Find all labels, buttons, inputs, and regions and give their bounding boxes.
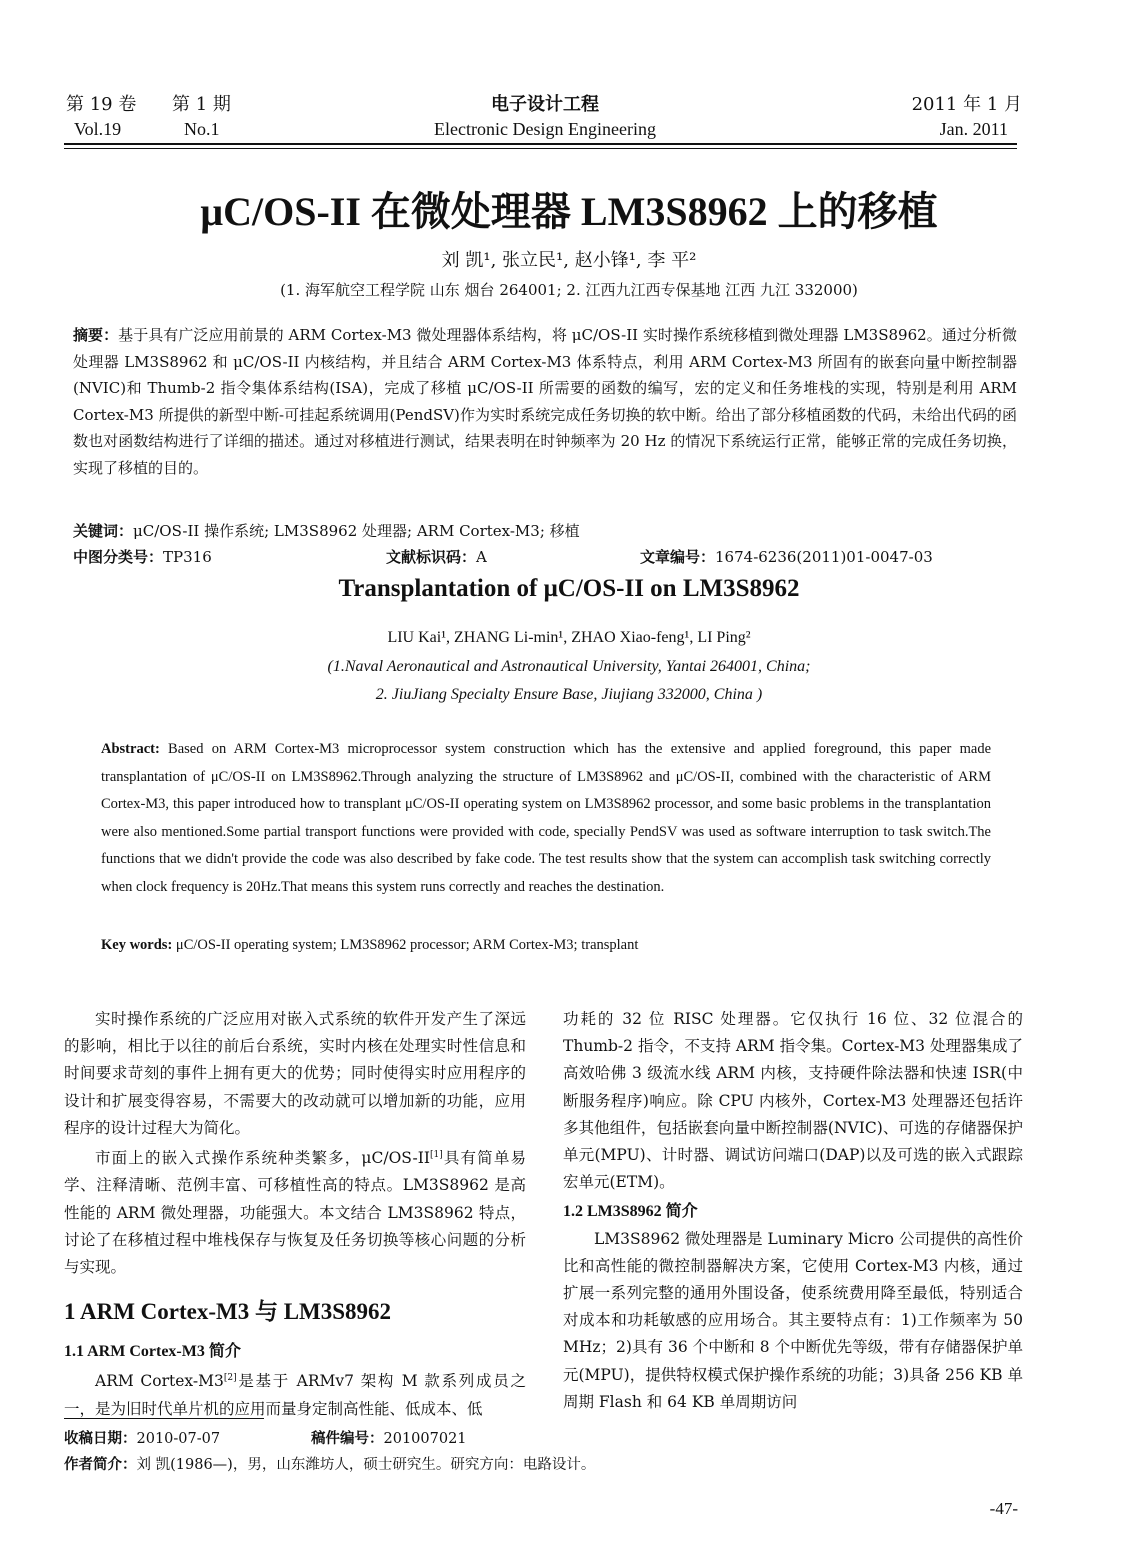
received-date	[64, 1426, 220, 1452]
clc-label: 中图分类号：	[73, 548, 164, 566]
keywords-en-label: Key words:	[101, 937, 173, 953]
author-bio-label: 作者简介：	[64, 1457, 137, 1473]
abstract-en-label: Abstract:	[101, 741, 160, 757]
section-1-2-heading: 1.2 LM3S8962 简介	[563, 1203, 698, 1221]
citation-1: [1]	[429, 1150, 443, 1161]
title-cn: μC/OS-II 在微处理器 LM3S8962 上的移植	[200, 189, 938, 234]
keywords-cn-label: 关键词：	[73, 522, 134, 540]
issue-en: No.1	[184, 119, 220, 139]
section-1-1-text-a: ARM Cortex-M3	[95, 1372, 224, 1391]
volume-cn: 第 19 卷	[66, 94, 137, 115]
doc-code-value: A	[476, 548, 487, 566]
journal-cn: 电子设计工程	[491, 94, 599, 115]
author-bio-value: 刘 凯(1986—)，男，山东潍坊人，硕士研究生。研究方向：电路设计。	[136, 1457, 596, 1473]
section-1-1-paragraph	[64, 1365, 526, 1423]
received-label: 收稿日期：	[64, 1431, 137, 1447]
body-right-column	[563, 1006, 1023, 1416]
header-rule-top	[64, 143, 1017, 145]
date-cn: 2011 年 1 月	[911, 94, 1022, 115]
section-1-1-heading: 1.1 ARM Cortex-M3 简介	[64, 1343, 241, 1361]
header-rule-bottom	[64, 148, 1017, 149]
doc-code	[386, 546, 487, 567]
affiliation-en-1: (1.Naval Aeronautical and Astronautical University, Yantai 264001, China;	[327, 658, 811, 675]
doc-code-label: 文献标识码：	[386, 548, 477, 566]
affiliation-en-2: 2. JiuJiang Specialty Ensure Base, Jiujiang 332000, China )	[375, 686, 763, 703]
intro-paragraph-2	[64, 1142, 526, 1281]
date-en: Jan. 2011	[939, 119, 1008, 139]
section-1-heading: 1 ARM Cortex-M3 与 LM3S8962	[64, 1299, 392, 1325]
keywords-en-text: μC/OS-II operating system; LM3S8962 processor; ARM Cortex-M3; transplant	[175, 937, 639, 953]
manuscript-label: 稿件编号：	[311, 1431, 384, 1447]
body-left-column	[64, 1006, 526, 1423]
footnote-rule	[64, 1418, 264, 1419]
clc-number	[73, 546, 212, 567]
cortex-m3-paragraph: 功耗的 32 位 RISC 处理器。它仅执行 16 位、32 位混合的 Thumb-2 指令，不支持 ARM 指令集。Cortex-M3 处理器集成了高效哈佛 3 级流水线 ARM 内核，支持硬件除法器和快速 ISR(中断服务程序)响应。除 CPU 内核外，Cortex-M3 处理器还包括许多其他组件，包括嵌套向量中断控制器(NVIC)、可选的存储器保护单元(MPU)、计时器、调试访问端口(DAP)以及可选的嵌入式跟踪宏单元(ETM)。	[563, 1010, 1023, 1192]
section-1-1-text-b: 是基于 ARMv7 架构 M 款系列成员之一，是为旧时代单片机的应用而量身定制高性能、低成本、低	[64, 1372, 526, 1418]
citation-2: [2]	[223, 1373, 237, 1384]
lm3s8962-paragraph: LM3S8962 微处理器是 Luminary Micro 公司提供的高性价比和高性能的微控制器解决方案，它使用 Cortex-M3 内核，通过扩展一系列完整的通用外围设备，使系统费用降至最低，特别适合对成本和功耗敏感的应用场合。其主要特点有：1)工作频率为 50 MHz；2)具有 36 个中断和 8 个中断优先等级，带有存储器保护单元(MPU)，提供特权模式保护操作系统的功能；3)具备 256 KB 单周期 Flash 和 64 KB 单周期访问	[563, 1229, 1023, 1411]
authors-en: LIU Kai¹, ZHANG Li-min¹, ZHAO Xiao-feng¹, LI Ping²	[387, 629, 751, 646]
clc-value: TP316	[163, 548, 212, 566]
authors-cn: 刘 凯¹, 张立民¹, 赵小锋¹, 李 平²	[441, 250, 697, 271]
abstract-cn-label: 摘要：	[73, 326, 119, 344]
journal-en: Electronic Design Engineering	[434, 119, 656, 139]
received-value: 2010-07-07	[136, 1431, 221, 1447]
abstract-cn	[73, 322, 1017, 481]
abstract-cn-text: 基于具有广泛应用前景的 ARM Cortex-M3 微处理器体系结构，将 μC/OS-II 实时操作系统移植到微处理器 LM3S8962。通过分析微处理器 LM3S8962 和 μC/OS-II 内核结构，并且结合 ARM Cortex-M3 体系特点，利用 ARM Cortex-M3 所固有的嵌套向量中断控制器(NVIC)和 Thumb-2 指令集体系结构(ISA)，完成了移植 μC/OS-II 所需要的函数的编写，宏的定义和任务堆栈的实现，特别是利用 ARM Cortex-M3 所提供的新型中断-可挂起系统调用(PendSV)作为实时系统完成任务切换的软中断。给出了部分移植函数的代码，未给出代码的函数也对函数结构进行了详细的描述。通过对移植进行测试，结果表明在时钟频率为 20 Hz 的情况下系统运行正常，能够正常的完成任务切换，实现了移植的目的。	[73, 326, 1017, 477]
intro-paragraph-2-text-a: 市面上的嵌入式操作系统种类繁多，μC/OS-II	[95, 1149, 430, 1168]
manuscript-number	[311, 1426, 467, 1452]
title-en: Transplantation of μC/OS-II on LM3S8962	[338, 575, 800, 602]
intro-paragraph-1: 实时操作系统的广泛应用对嵌入式系统的软件开发产生了深远的影响，相比于以往的前后台系统，实时内核在处理实时性信息和时间要求苛刻的事件上拥有更大的优势；同时使得实时应用程序的设计和扩展变得容易，不需要大的改动就可以增加新的功能，应用程序的设计过程大为简化。	[64, 1010, 526, 1137]
volume-en: Vol.19	[74, 119, 122, 139]
abstract-en	[101, 736, 991, 902]
abstract-en-text: Based on ARM Cortex-M3 microprocessor system construction which has the extensive and applied foreground, this paper made transplantation of μC/OS-II on LM3S8962.Through analyzing the structure of LM3S8962 and μC/OS-II, combined with the characteristic of ARM Cortex-M3, this paper introduced how to transplant μC/OS-II operating system on LM3S8962 processor, and some basic problems in the transplantation were also mentioned.Some partial transport functions were provided with code, specially PendSV was used as software interruption to task switch.The functions that we didn't provide the code was also described by fake code. The test results show that the system can accomplish task switching correctly when clock frequency is 20Hz.That means this system runs correctly and reaches the destination.	[101, 741, 992, 895]
article-number-label: 文章编号：	[640, 548, 716, 566]
affiliation-cn: (1. 海军航空工程学院 山东 烟台 264001; 2. 江西九江西专保基地 江西 九江 332000)	[280, 281, 858, 299]
keywords-cn-text: μC/OS-II 操作系统; LM3S8962 处理器; ARM Cortex-M3; 移植	[133, 522, 580, 540]
article-number	[640, 546, 933, 567]
keywords-cn	[73, 518, 1017, 545]
manuscript-value: 201007021	[383, 1431, 467, 1447]
intro-paragraph-2-text-b: 具有简单易学、注释清晰、范例丰富、可移植性高的特点。LM3S8962 是高性能的 ARM 微处理器，功能强大。本文结合 LM3S8962 特点，讨论了在移植过程中堆栈保存与恢复及任务切换等核心问题的分析与实现。	[64, 1149, 526, 1276]
issue-cn: 第 1 期	[172, 94, 231, 115]
author-bio	[64, 1452, 595, 1478]
article-number-value: 1674-6236(2011)01-0047-03	[715, 548, 933, 566]
keywords-en	[101, 932, 991, 960]
page-number: -47-	[989, 1499, 1018, 1518]
